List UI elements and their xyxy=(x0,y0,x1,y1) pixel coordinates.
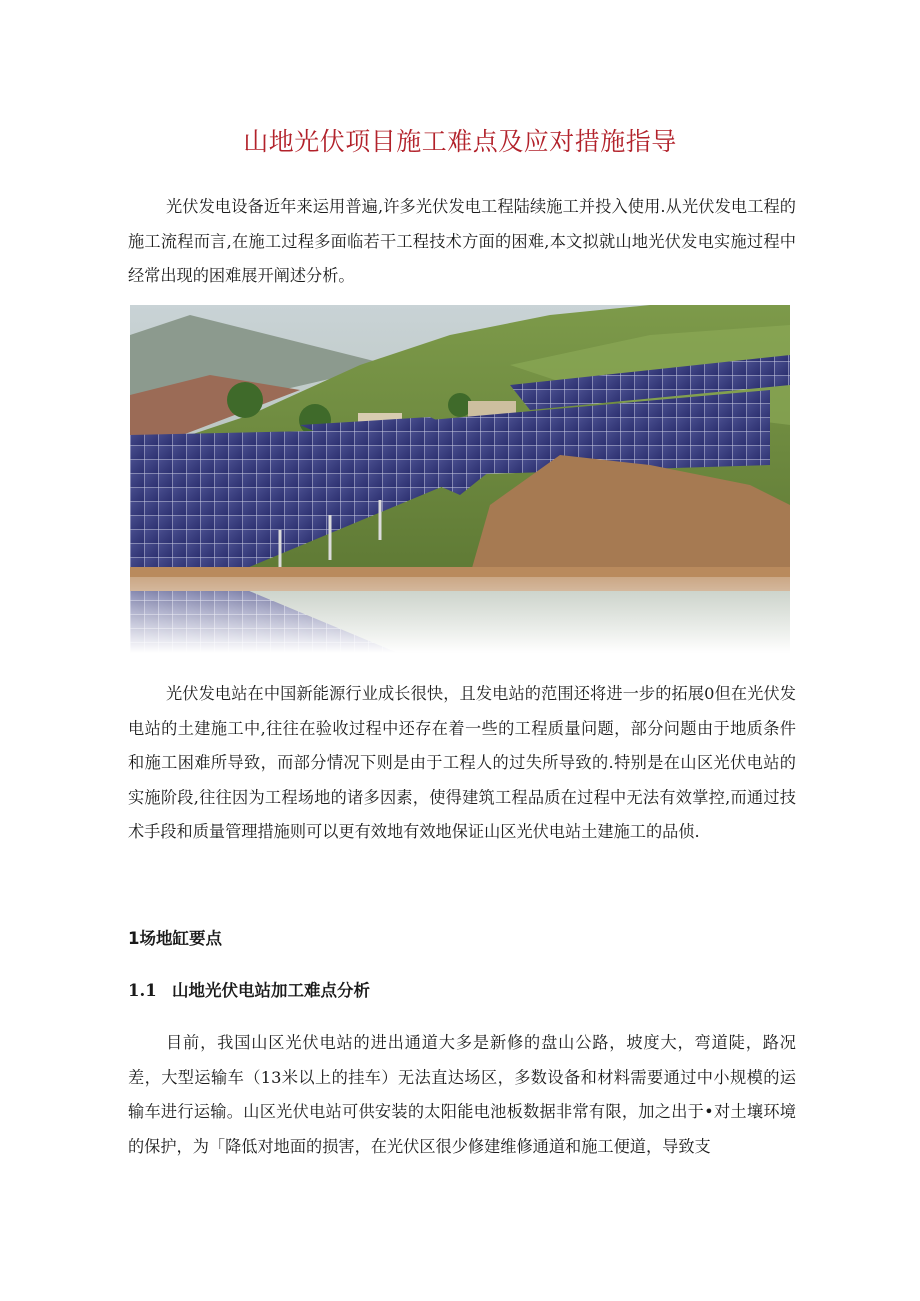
solar-farm-photo xyxy=(130,305,790,653)
body-paragraph-2: 光伏发电站在中国新能源行业成长很快，且发电站的范围还将进一步的拓展0但在光伏发电站的土建施工中,往往在验收过程中还存在着一些的工程质量问题，部分问题由于地质条件和施工困难所导致，而部分情况下则是由于工程人的过失所导致的.特别是在山区光伏电站的实施阶段,往往因为工程场地的诸多因素，使得建筑工程品质在过程中无法有效掌控,而通过技术手段和质量管理措施则可以更有效地有效地保证山区光伏电站土建施工的品侦. xyxy=(128,684,796,841)
body-paragraph-3: 目前，我国山区光伏电站的进出通道大多是新修的盘山公路，坡度大，弯道陡，路况差，大型运输车（13米以上的挂车）无法直达场区，多数设备和材料需要通过中小规模的运输车进行运输。山区光伏电站可供安装的太阳能电池板数据非常有限，加之出于•对土壤环境的保护，为「降低对地面的损害，在光伏区很少修建维修通道和施工便道，导致支 xyxy=(128,1033,796,1156)
page-title: 山地光伏项目施工难点及应对措施指导 xyxy=(243,127,677,156)
section-heading-1: 1场地缸要点 xyxy=(128,929,222,948)
section-number: 1.1 xyxy=(128,981,157,1000)
intro-paragraph: 光伏发电设备近年来运用普遍,许多光伏发电工程陆续施工并投入使用.从光伏发电工程的施工流程而言,在施工过程多面临若干工程技术方面的困难,本文拟就山地光伏发电实施过程中经常出现的困难展开阐述分析。 xyxy=(128,197,796,285)
section-heading-1-1 xyxy=(128,977,370,1001)
section-title: 山地光伏电站加工难点分析 xyxy=(172,981,370,1000)
